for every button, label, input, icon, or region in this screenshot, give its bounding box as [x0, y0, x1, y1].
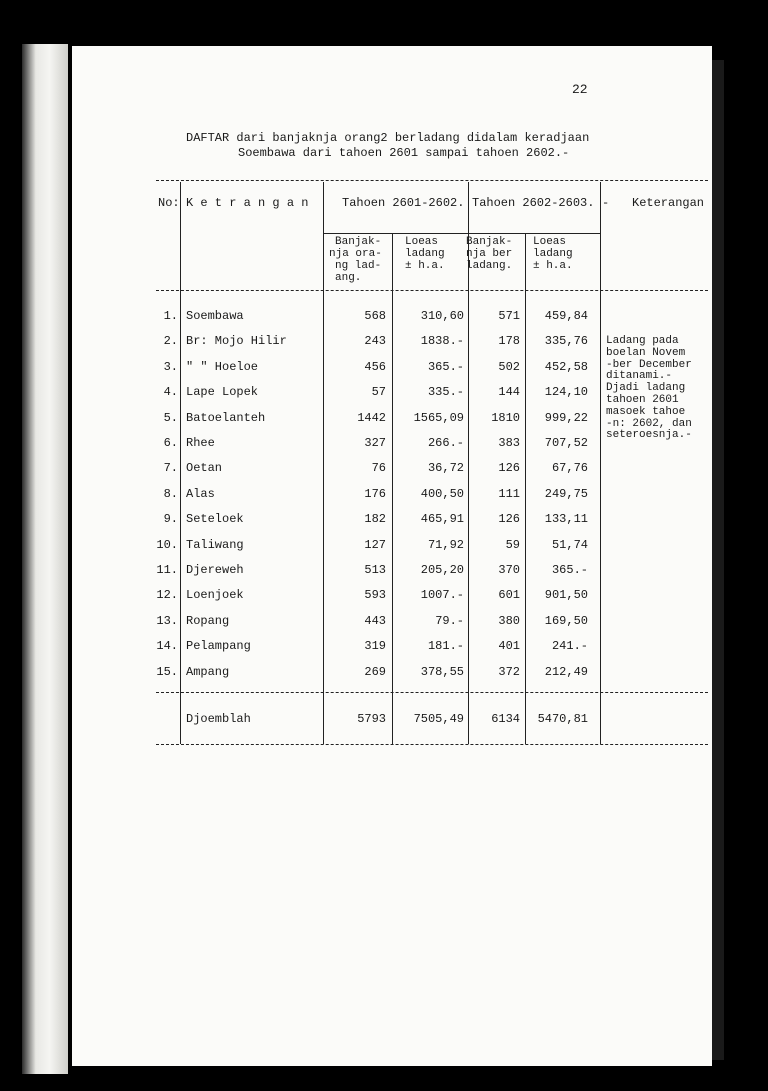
row-number: 6.	[163, 436, 178, 450]
row-loeas-1: 36,72	[427, 461, 464, 476]
row-banjak-orang: 1442	[357, 410, 386, 425]
row-banjak-orang: 182	[364, 512, 386, 527]
row-loeas-2: 999,22	[544, 410, 588, 425]
row-loeas-1: 71,92	[427, 537, 464, 552]
row-name: Pelampang	[186, 639, 251, 654]
row-banjak-orang: 327	[364, 436, 386, 450]
row-loeas-1: 365.-	[427, 359, 464, 374]
row-banjak-berladang: 380	[498, 613, 520, 628]
table-top-rule	[156, 180, 708, 181]
row-loeas-2: 124,10	[544, 385, 588, 400]
total-a: 5793	[357, 712, 386, 726]
row-number: 5.	[163, 410, 178, 425]
total-b: 7505,49	[413, 712, 464, 726]
subheader-loeas2-line: Loeas	[533, 236, 567, 248]
row-banjak-berladang: 383	[498, 436, 520, 450]
row-name: Rhee	[186, 436, 215, 450]
row-number: 11.	[156, 563, 178, 577]
row-loeas-1: 378,55	[420, 664, 464, 679]
body-bottom-rule	[156, 692, 708, 693]
row-loeas-2: 169,50	[544, 613, 588, 628]
row-number: 10.	[156, 537, 178, 552]
row-name: Oetan	[186, 461, 223, 476]
row-banjak-orang: 76	[371, 461, 386, 476]
remark-line: ditanami.-	[606, 370, 673, 383]
row-number: 12.	[156, 588, 178, 603]
row-loeas-2: 241.-	[551, 639, 588, 654]
row-number: 2.	[163, 334, 178, 349]
row-banjak-berladang: 372	[498, 664, 520, 679]
row-number: 1.	[163, 309, 178, 323]
row-name: Ropang	[186, 613, 230, 628]
row-loeas-2: 901,50	[544, 588, 588, 603]
remark-line: Ladang pada	[606, 335, 679, 347]
remark-line: tahoen 2601	[606, 394, 679, 406]
subheader-loeas-line: ± h.a.	[405, 260, 445, 272]
header-keterangan: Keterangan	[632, 196, 705, 210]
row-loeas-2: 459,84	[544, 309, 588, 323]
col-divider-no	[180, 182, 181, 744]
col-divider-c	[525, 233, 526, 744]
subheader-banjak-line: nja ora-	[329, 248, 382, 260]
row-banjak-berladang: 601	[498, 588, 520, 603]
page-number: 22	[572, 82, 588, 97]
header-bottom-rule	[156, 290, 708, 291]
row-loeas-1: 1838.-	[420, 334, 464, 349]
remark-line: -ber December	[606, 358, 692, 371]
row-name: Seteloek	[186, 512, 244, 527]
row-number: 13.	[156, 613, 178, 628]
row-loeas-1: 1565,09	[413, 410, 464, 425]
row-loeas-1: 205,20	[420, 563, 464, 577]
scan-right-edge	[712, 60, 724, 1060]
header-period-2: Tahoen 2602-2603.	[472, 196, 595, 210]
row-banjak-berladang: 144	[498, 385, 520, 400]
row-number: 3.	[163, 359, 178, 374]
row-number: 9.	[163, 512, 178, 527]
row-banjak-berladang: 571	[498, 309, 520, 323]
row-loeas-2: 133,11	[544, 512, 588, 527]
subheader-loeas-line: ladang	[405, 248, 445, 260]
row-banjak-berladang: 502	[498, 359, 520, 374]
total-d: 5470,81	[537, 712, 588, 726]
subheader-banjak-line: Banjak-	[335, 236, 382, 248]
row-number: 15.	[156, 664, 178, 679]
row-loeas-1: 310,60	[420, 309, 464, 323]
header-ketrangan: K e t r a n g a n	[186, 196, 309, 210]
row-loeas-2: 51,74	[551, 537, 588, 552]
row-loeas-2: 67,76	[551, 461, 588, 476]
title-line-2: Soembawa dari tahoen 2601 sampai tahoen 2602.-	[238, 146, 570, 160]
row-banjak-berladang: 370	[498, 563, 520, 577]
row-loeas-2: 212,49	[544, 664, 588, 679]
row-loeas-1: 266.-	[427, 436, 464, 450]
row-banjak-berladang: 401	[498, 639, 520, 654]
row-loeas-2: 365.-	[551, 563, 588, 577]
remark-line: seteroesnja.-	[606, 429, 692, 442]
row-loeas-1: 335.-	[427, 385, 464, 400]
subheader-banjak2-line: ladang.	[466, 260, 513, 272]
row-banjak-orang: 513	[364, 563, 386, 577]
row-banjak-orang: 57	[371, 385, 386, 400]
row-banjak-orang: 456	[364, 359, 386, 374]
remark-line: boelan Novem	[606, 346, 686, 359]
row-loeas-1: 181.-	[427, 639, 464, 654]
row-banjak-orang: 568	[364, 309, 386, 323]
row-loeas-1: 465,91	[420, 512, 464, 527]
subheader-rule	[323, 233, 601, 234]
scan-left-edge	[22, 44, 68, 1074]
row-banjak-orang: 176	[364, 486, 386, 501]
row-loeas-2: 335,76	[544, 334, 588, 349]
row-banjak-berladang: 59	[505, 537, 520, 552]
subheader-banjak2-line: Banjak-	[466, 236, 513, 248]
row-loeas-2: 452,58	[544, 359, 588, 374]
row-banjak-orang: 127	[364, 537, 386, 552]
total-label: Djoemblah	[186, 712, 251, 726]
row-name: Loenjoek	[186, 588, 244, 603]
remark-line: Djadi ladang	[606, 382, 686, 395]
row-name: Ampang	[186, 664, 230, 679]
row-banjak-berladang: 126	[498, 461, 520, 476]
row-number: 14.	[156, 639, 178, 654]
row-loeas-2: 707,52	[544, 436, 588, 450]
header-no: No:	[158, 196, 180, 210]
row-name: " " Hoeloe	[186, 359, 259, 374]
row-name: Djereweh	[186, 563, 244, 577]
subheader-banjak-line: ng lad-	[335, 260, 382, 272]
row-banjak-orang: 593	[364, 588, 386, 603]
row-name: Batoelanteh	[186, 410, 266, 425]
subheader-banjak2-line: nja ber	[466, 248, 513, 260]
row-loeas-1: 400,50	[420, 486, 464, 501]
row-name: Taliwang	[186, 537, 244, 552]
row-banjak-berladang: 111	[498, 486, 520, 501]
row-loeas-2: 249,75	[544, 486, 588, 501]
subheader-banjak-line: ang.	[335, 272, 362, 284]
row-number: 4.	[163, 385, 178, 400]
total-c: 6134	[491, 712, 520, 726]
subheader-loeas2-line: ladang	[533, 248, 573, 260]
row-number: 8.	[163, 486, 178, 501]
row-banjak-berladang: 178	[498, 334, 520, 349]
remark-line: masoek tahoe	[606, 405, 686, 418]
header-period-1: Tahoen 2601-2602.	[342, 196, 465, 210]
row-banjak-orang: 443	[364, 613, 386, 628]
title-line-1: DAFTAR dari banjaknja orang2 berladang didalam keradjaan	[186, 131, 590, 145]
row-name: Lape Lopek	[186, 385, 259, 400]
row-banjak-berladang: 1810	[491, 410, 520, 425]
col-divider-d	[600, 182, 601, 744]
col-divider-name	[323, 182, 324, 744]
row-loeas-1: 79.-	[435, 613, 464, 628]
remark-line: -n: 2602, dan	[606, 417, 692, 430]
row-banjak-orang: 269	[364, 664, 386, 679]
row-name: Alas	[186, 486, 215, 501]
row-name: Br: Mojo Hilir	[186, 334, 287, 349]
col-divider-a	[392, 233, 393, 744]
row-banjak-orang: 243	[364, 334, 386, 349]
row-loeas-1: 1007.-	[420, 588, 464, 603]
row-banjak-orang: 319	[364, 639, 386, 654]
header-dash: -	[602, 196, 610, 210]
table-bottom-rule	[156, 744, 708, 745]
subheader-loeas2-line: ± h.a.	[533, 260, 573, 272]
subheader-loeas-line: Loeas	[405, 236, 439, 248]
row-banjak-berladang: 126	[498, 512, 520, 527]
row-name: Soembawa	[186, 309, 244, 323]
row-number: 7.	[163, 461, 178, 476]
